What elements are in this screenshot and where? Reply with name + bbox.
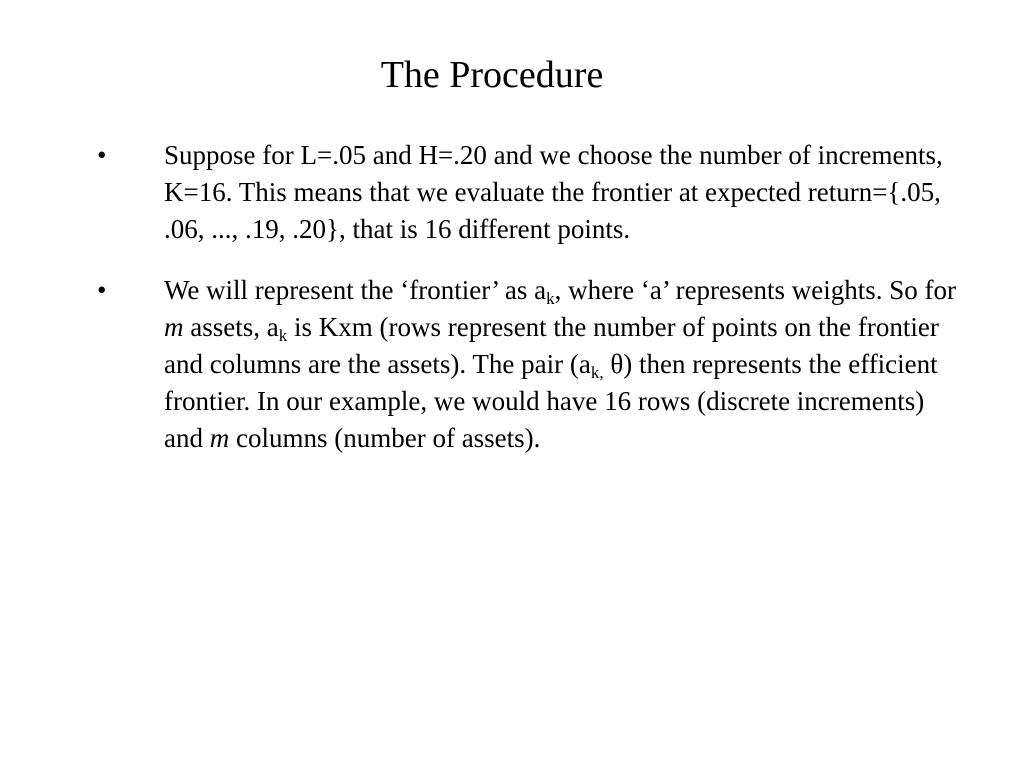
subscript-k-comma: k, (590, 363, 604, 382)
text-run: assets, a (183, 312, 279, 342)
italic-m: m (209, 423, 230, 453)
bullet-marker: • (97, 275, 107, 305)
bullet-item-2 (0, 272, 1024, 457)
text-run: columns (number of assets). (229, 423, 541, 453)
bullet-item-1 (0, 137, 1024, 248)
subscript-k: k (546, 289, 555, 308)
text-run: , where ‘a’ represents weights. So for (554, 275, 957, 305)
bullet-list (0, 137, 1024, 481)
slide-title: The Procedure (380, 54, 604, 96)
text-run: θ) then represents the efficient frontier. In our example, we would have 16 rows (discrete increments) and (164, 349, 938, 453)
bullet-text-1: Suppose for L=.05 and H=.20 and we choose the number of increments, K=16. This means that we evaluate the frontier at expected return={.05, .06, ..., .19, .20}, that is 16 different points. (164, 140, 943, 244)
text-run: is Kxm (rows represent the number of points on the frontier and columns are the assets). The pair (a (164, 312, 939, 379)
bullet-text-2 (164, 272, 964, 457)
bullet-marker: • (97, 140, 107, 170)
text-run: We will represent the ‘frontier’ as a (164, 275, 547, 305)
subscript-k: k (278, 326, 288, 345)
italic-m: m (164, 312, 184, 342)
